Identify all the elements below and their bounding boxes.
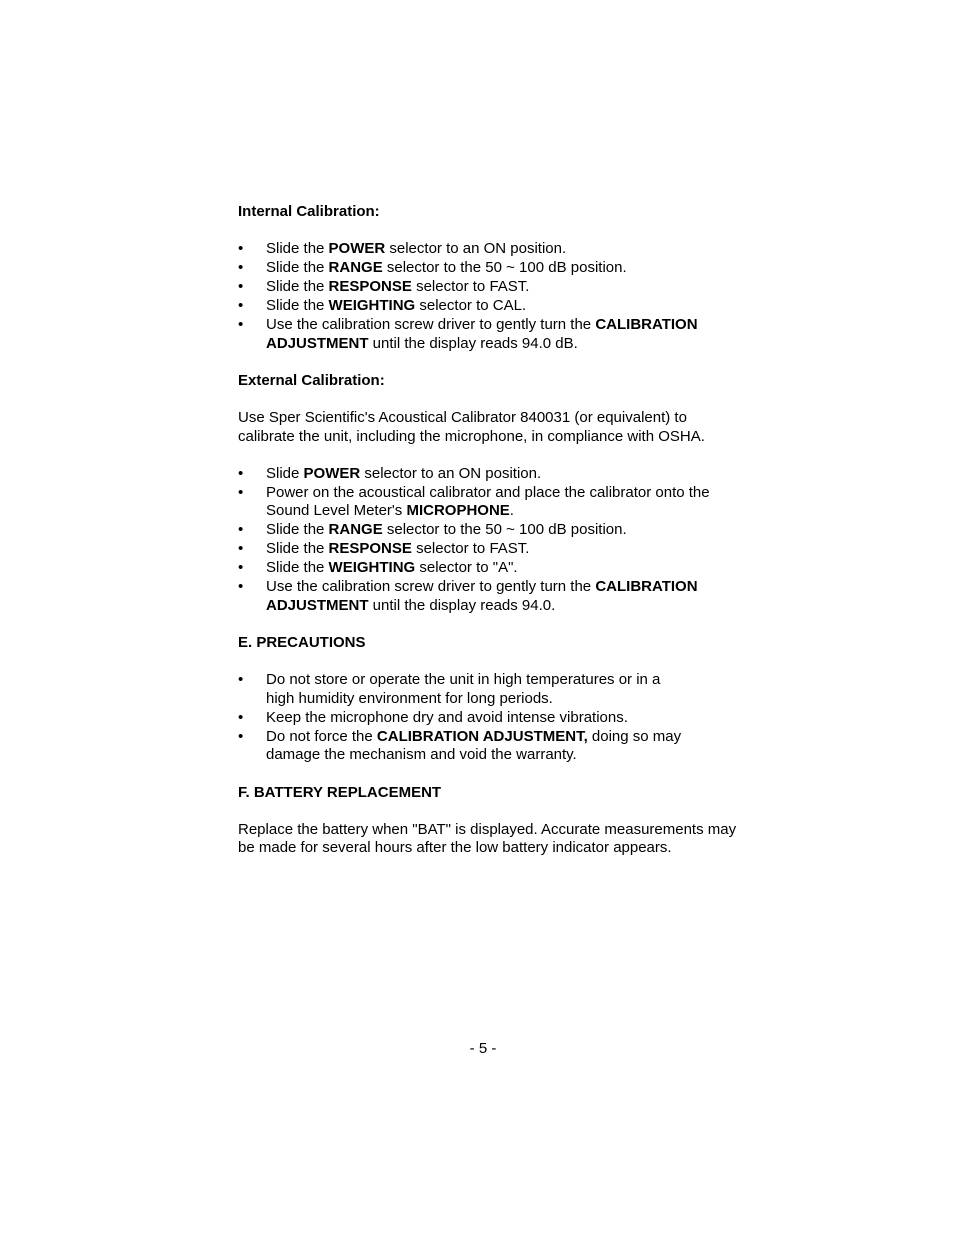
- bullet-icon: •: [238, 483, 244, 501]
- list-item: • Slide the WEIGHTING selector to "A".: [238, 559, 518, 576]
- external-calibration-steps: [238, 465, 738, 616]
- battery-replacement-text: Replace the battery when "BAT" is displayed. Accurate measurements may be made for several hours after the low battery indicator appears.: [238, 820, 737, 856]
- bullet-icon: •: [238, 540, 244, 557]
- page-number: - 5 -: [469, 1040, 497, 1057]
- list-item: • Do not force the CALIBRATION ADJUSTMENT, doing so may damage the mechanism and void the warranty.: [238, 727, 682, 763]
- list-item: • Power on the acoustical calibrator and place the calibrator onto the Sound Level Meter's MICROPHONE.: [238, 483, 710, 519]
- list-item: • Keep the microphone dry and avoid intense vibrations.: [238, 708, 628, 726]
- bullet-icon: •: [238, 559, 244, 576]
- precautions-list: [238, 671, 738, 765]
- battery-replacement-heading: F. BATTERY REPLACEMENT: [238, 783, 442, 801]
- bullet-icon: •: [238, 240, 244, 257]
- internal-calibration-heading: Internal Calibration:: [238, 203, 380, 220]
- list-item: • Slide the RESPONSE selector to FAST.: [238, 278, 530, 295]
- external-calibration-intro: Use Sper Scientific's Acoustical Calibrator 840031 (or equivalent) to calibrate the unit, including the microphone, in compliance with OSHA.: [238, 409, 705, 445]
- precautions-heading: E. PRECAUTIONS: [238, 634, 366, 651]
- bullet-icon: •: [238, 316, 244, 333]
- bullet-icon: •: [238, 708, 244, 726]
- external-calibration-heading: External Calibration:: [238, 372, 385, 389]
- bullet-icon: •: [238, 297, 244, 314]
- bullet-icon: •: [238, 727, 244, 745]
- list-item: • Slide the RANGE selector to the 50 ~ 100 dB position.: [238, 521, 627, 538]
- list-item: • Slide the POWER selector to an ON position.: [238, 240, 567, 257]
- internal-calibration-steps: [238, 240, 738, 353]
- list-item: • Slide POWER selector to an ON position.: [238, 464, 542, 482]
- bullet-icon: •: [238, 671, 244, 688]
- bullet-icon: •: [238, 521, 244, 538]
- bullet-icon: •: [238, 278, 244, 295]
- list-item: • Slide the WEIGHTING selector to CAL.: [238, 297, 527, 314]
- bullet-icon: •: [238, 578, 244, 595]
- page-content: [238, 203, 738, 858]
- list-item: • Use the calibration screw driver to gently turn the CALIBRATION ADJUSTMENT until the display reads 94.0 dB.: [238, 316, 698, 352]
- list-item: • Use the calibration screw driver to gently turn the CALIBRATION ADJUSTMENT until the display reads 94.0.: [238, 578, 698, 614]
- list-item: • Slide the RESPONSE selector to FAST.: [238, 540, 530, 557]
- list-item: • Do not store or operate the unit in high temperatures or in a high humidity environment for long periods.: [238, 671, 661, 707]
- bullet-icon: •: [238, 464, 244, 482]
- list-item: • Slide the RANGE selector to the 50 ~ 100 dB position.: [238, 259, 627, 276]
- bullet-icon: •: [238, 259, 244, 276]
